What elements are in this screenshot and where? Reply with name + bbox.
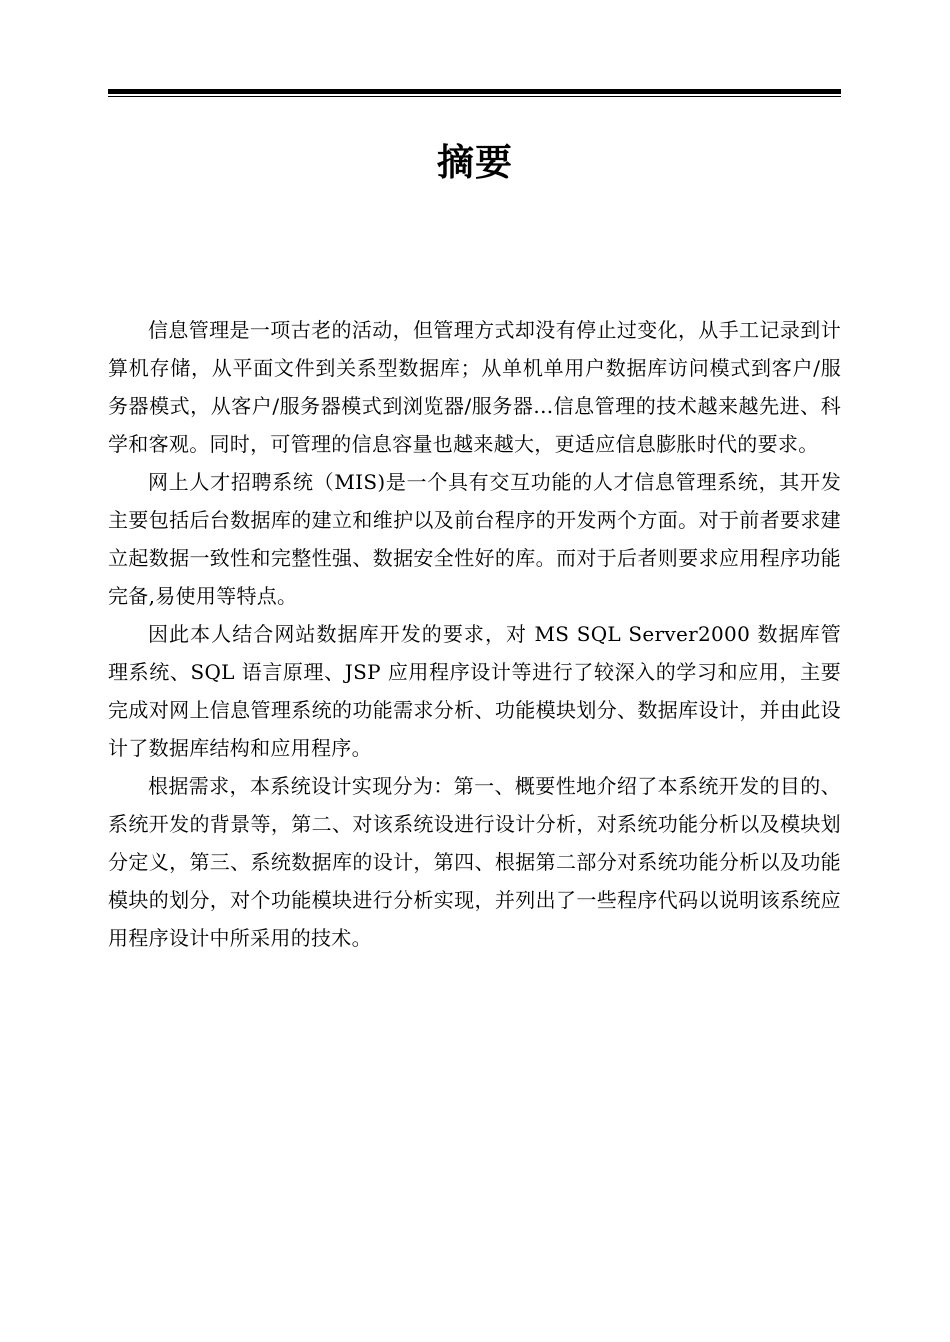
page-title: 摘要 <box>437 141 513 184</box>
header-rule-thick <box>108 89 841 94</box>
header-rule-thin <box>108 96 841 97</box>
abstract-paragraph-3: 因此本人结合网站数据库开发的要求，对 MS SQL Server2000 数据库管理系统、SQL 语言原理、JSP 应用程序设计等进行了较深入的学习和应用，主要完成对网上信息管理系统的功能需求分析、功能模块划分、数据库设计，并由此设计了数据库结构和应用程序。 <box>108 622 841 760</box>
abstract-paragraph-4: 根据需求，本系统设计实现分为：第一、概要性地介绍了本系统开发的目的、系统开发的背景等，第二、对该系统设进行设计分析，对系统功能分析以及模块划分定义，第三、系统数据库的设计，第四、根据第二部分对系统功能分析以及功能模块的划分，对个功能模块进行分析实现，并列出了一些程序代码以说明该系统应用程序设计中所采用的技术。 <box>108 774 841 950</box>
header-rule <box>108 89 841 97</box>
abstract-body <box>108 311 841 957</box>
abstract-paragraph-1: 信息管理是一项古老的活动，但管理方式却没有停止过变化，从手工记录到计算机存储，从平面文件到关系型数据库；从单机单用户数据库访问模式到客户/服务器模式，从客户/服务器模式到浏览器/服务器...信息管理的技术越来越先进、科学和客观。同时，可管理的信息容量也越来越大，更适应信息膨胀时代的要求。 <box>108 318 841 456</box>
abstract-paragraph-2: 网上人才招聘系统（MIS)是一个具有交互功能的人才信息管理系统，其开发主要包括后台数据库的建立和维护以及前台程序的开发两个方面。对于前者要求建立起数据一致性和完整性强、数据安全性好的库。而对于后者则要求应用程序功能完备,易使用等特点。 <box>108 470 841 608</box>
